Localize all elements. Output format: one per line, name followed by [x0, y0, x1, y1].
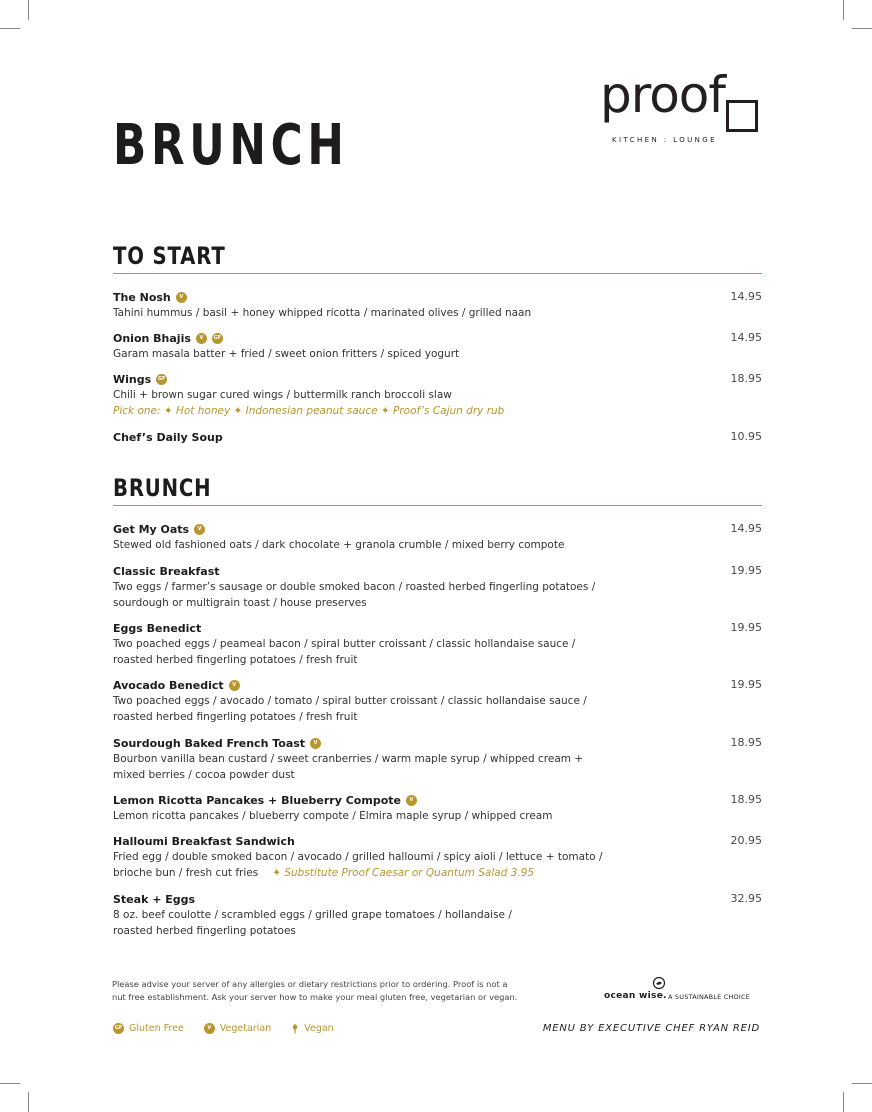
menu-item-description-text: brioche bun / fresh cut fries	[113, 867, 259, 879]
chef-credit: MENU BY EXECUTIVE CHEF RYAN REID	[542, 1023, 760, 1034]
menu-item-name: Eggs Benedict	[113, 621, 202, 635]
logo-word: proof	[600, 66, 725, 124]
menu-item-description-text: Chili + brown sugar cured wings / buttermilk ranch broccoli slaw	[113, 389, 452, 401]
menu-item-name: Avocado Benedict	[113, 678, 224, 692]
menu-item-price: 18.95	[730, 793, 762, 806]
legend-vegetarian	[204, 1023, 271, 1034]
menu-item-name: Lemon Ricotta Pancakes + Blueberry Compote	[113, 793, 401, 807]
menu-item-name: Get My Oats	[113, 522, 190, 536]
menu-item-name: Chef’s Daily Soup	[113, 430, 223, 444]
page-title: BRUNCH	[113, 113, 349, 178]
menu-item-header	[113, 429, 762, 445]
menu-item-header	[113, 677, 762, 693]
ocean-wise-tagline: A SUSTAINABLE CHOICE	[668, 993, 751, 1001]
vegetarian-badge-icon: V	[406, 795, 417, 806]
crop-mark	[843, 1092, 844, 1112]
allergy-note-line: Please advise your server of any allergies or dietary restrictions prior to ordering. Proof is not a	[112, 979, 508, 989]
menu-item	[113, 289, 762, 321]
menu-item-description	[113, 595, 762, 611]
menu-item-description	[113, 751, 762, 767]
menu-item-header	[113, 833, 762, 849]
menu-item-name: Classic Breakfast	[113, 564, 220, 578]
menu-item-header	[113, 371, 762, 387]
crop-mark	[843, 0, 844, 20]
menu-item-price: 18.95	[730, 736, 762, 749]
menu-item-description-text: 8 oz. beef coulotte / scrambled eggs / grilled grape tomatoes / hollandaise /	[113, 909, 512, 921]
menu-item	[113, 833, 762, 881]
menu-item-description	[113, 305, 762, 321]
menu-item-price: 14.95	[730, 331, 762, 344]
menu-item-name: Steak + Eggs	[113, 892, 196, 906]
menu-item-name: The Nosh	[113, 290, 171, 304]
legend-label: Gluten Free	[129, 1023, 184, 1034]
menu-item-name: Halloumi Breakfast Sandwich	[113, 834, 295, 848]
menu-item-description	[113, 709, 762, 725]
menu-item-price: 19.95	[730, 678, 762, 691]
vegan-icon	[291, 1023, 299, 1034]
menu-item-header	[113, 620, 762, 636]
menu-item-description-text: Fried egg / double smoked bacon / avocado / grilled halloumi / spicy aioli / lettuce + tomato /	[113, 851, 603, 863]
menu-item-name: Onion Bhajis	[113, 331, 191, 345]
menu-item-price: 18.95	[730, 372, 762, 385]
menu-item-description-text: Garam masala batter + fried / sweet onion fritters / spiced yogurt	[113, 348, 460, 360]
menu-item-description	[113, 652, 762, 668]
menu-item-description	[113, 808, 762, 824]
menu-item-name: Wings	[113, 372, 152, 386]
legend-vegan	[291, 1023, 333, 1034]
vegetarian-badge-icon: V	[204, 1023, 215, 1034]
proof-logo	[600, 66, 765, 150]
menu-item-description-text: Lemon ricotta pancakes / blueberry compote / Elmira maple syrup / whipped cream	[113, 810, 553, 822]
gluten-free-badge-icon: GF	[156, 374, 167, 385]
menu-item-header	[113, 735, 762, 751]
vegetarian-badge-icon: V	[229, 680, 240, 691]
legend-gluten-free	[113, 1023, 184, 1034]
menu-item	[113, 521, 762, 553]
menu-item-price: 19.95	[730, 621, 762, 634]
menu-item-substitution-note: ✦ Substitute Proof Caesar or Quantum Salad 3.95	[272, 867, 535, 879]
menu-item-header	[113, 891, 762, 907]
menu-item-header	[113, 330, 762, 346]
menu-item	[113, 735, 762, 783]
dietary-legend	[113, 1023, 354, 1034]
menu-item	[113, 677, 762, 725]
menu-item-price: 14.95	[730, 290, 762, 303]
menu-item-header	[113, 521, 762, 537]
legend-label: Vegetarian	[219, 1023, 272, 1034]
fish-icon	[652, 976, 666, 990]
menu-item-description-text: Stewed old fashioned oats / dark chocolate + granola crumble / mixed berry compote	[113, 539, 565, 551]
vegetarian-badge-icon: V	[176, 292, 187, 303]
menu-item-description-text: sourdough or multigrain toast / house preserves	[113, 597, 367, 609]
section-heading-to-start: TO START	[113, 242, 226, 270]
menu-item-description	[113, 767, 762, 783]
legend-label: Vegan	[304, 1023, 334, 1034]
menu-item	[113, 792, 762, 824]
menu-item	[113, 330, 762, 362]
vegetarian-badge-icon: V	[310, 738, 321, 749]
allergy-note	[112, 978, 572, 1004]
menu-item-header	[113, 792, 762, 808]
crop-mark	[0, 28, 20, 29]
menu-item-description-text: roasted herbed fingerling potatoes	[113, 925, 296, 937]
vegetarian-badge-icon: V	[196, 333, 207, 344]
menu-item	[113, 563, 762, 611]
menu-item-description	[113, 537, 762, 553]
menu-item-description	[113, 907, 762, 923]
menu-item-description	[113, 849, 762, 865]
section-heading-brunch: BRUNCH	[113, 474, 212, 502]
menu-item-description	[113, 865, 762, 881]
menu-item	[113, 891, 762, 939]
section-divider	[113, 273, 762, 274]
menu-item-description-text: Two poached eggs / avocado / tomato / spiral butter croissant / classic hollandaise sauce /	[113, 695, 587, 707]
crop-mark	[0, 1083, 20, 1084]
menu-item-description	[113, 387, 762, 403]
ocean-wise-brand: ocean wise.	[604, 991, 667, 1001]
menu-item-description	[113, 923, 762, 939]
gluten-free-badge-icon: GF	[212, 333, 223, 344]
menu-item-price: 14.95	[730, 522, 762, 535]
crop-mark	[28, 1092, 29, 1112]
menu-item	[113, 371, 762, 419]
menu-item-price: 32.95	[730, 892, 762, 905]
ocean-wise-logo	[604, 976, 760, 1006]
gluten-free-badge-icon: GF	[113, 1023, 124, 1034]
crop-mark	[852, 1083, 872, 1084]
menu-item	[113, 429, 762, 445]
menu-item-description-text: roasted herbed fingerling potatoes / fresh fruit	[113, 711, 358, 723]
section-divider	[113, 505, 762, 506]
menu-item-description-text: mixed berries / cocoa powder dust	[113, 769, 295, 781]
menu-item-price: 10.95	[730, 430, 762, 443]
menu-item-price: 19.95	[730, 564, 762, 577]
menu-item-price: 20.95	[730, 834, 762, 847]
logo-square-icon	[726, 100, 758, 132]
menu-item-description	[113, 636, 762, 652]
menu-item	[113, 620, 762, 668]
crop-mark	[852, 28, 872, 29]
menu-item-name: Sourdough Baked French Toast	[113, 736, 306, 750]
menu-item-options-note: Pick one: ✦ Hot honey ✦ Indonesian peanut sauce ✦ Proof’s Cajun dry rub	[113, 405, 505, 417]
menu-item-header	[113, 289, 762, 305]
menu-item-description-text: Bourbon vanilla bean custard / sweet cranberries / warm maple syrup / whipped cream +	[113, 753, 584, 765]
menu-item-description	[113, 346, 762, 362]
menu-item-description-text: Tahini hummus / basil + honey whipped ricotta / marinated olives / grilled naan	[113, 307, 532, 319]
menu-item-description-text: Two eggs / farmer’s sausage or double smoked bacon / roasted herbed fingerling potatoes /	[113, 581, 596, 593]
allergy-note-line: nut free establishment. Ask your server how to make your meal gluten free, vegetarian or vegan.	[112, 992, 518, 1002]
menu-item-description-text: roasted herbed fingerling potatoes / fresh fruit	[113, 654, 358, 666]
menu-item-header	[113, 563, 762, 579]
menu-item-description-text: Two poached eggs / peameal bacon / spiral butter croissant / classic hollandaise sauce /	[113, 638, 576, 650]
vegetarian-badge-icon: V	[194, 524, 205, 535]
logo-tagline: KITCHEN : LOUNGE	[612, 136, 717, 144]
menu-item-description	[113, 579, 762, 595]
crop-mark	[28, 0, 29, 20]
menu-item-description	[113, 693, 762, 709]
